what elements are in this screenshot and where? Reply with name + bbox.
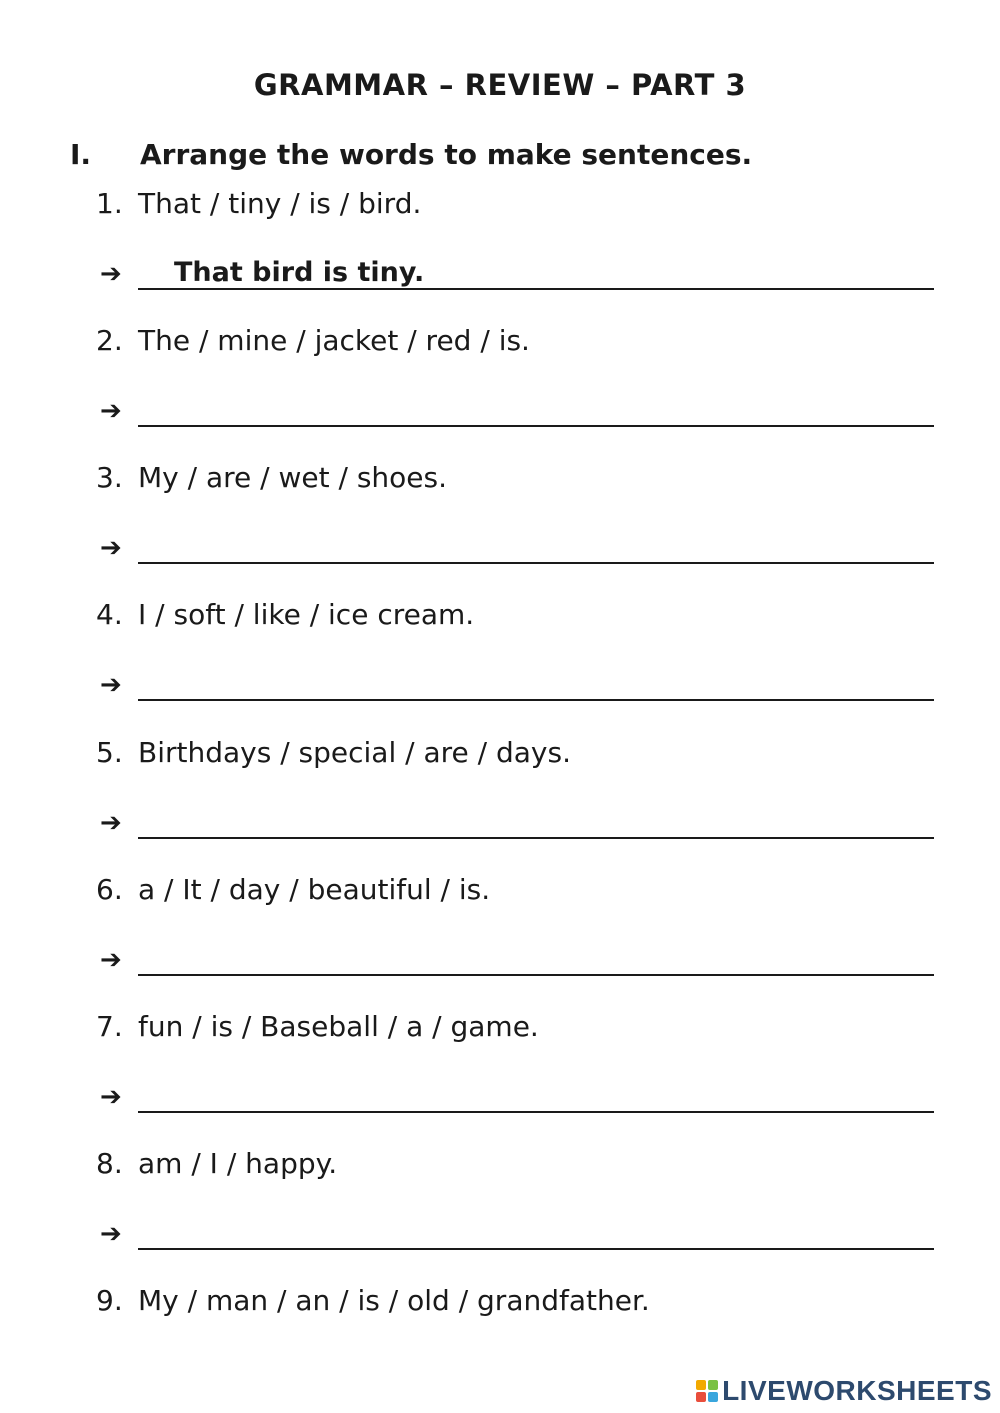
logo-square-2 [708, 1380, 718, 1390]
arrow-right-icon: ➔ [100, 945, 122, 975]
question-prompt: The / mine / jacket / red / is. [138, 324, 530, 357]
question-number: 4. [96, 598, 123, 631]
logo-square-3 [696, 1392, 706, 1402]
answer-row-4[interactable] [100, 668, 934, 708]
question-number: 3. [96, 461, 123, 494]
answer-row-8[interactable] [100, 1217, 934, 1257]
question-number: 1. [96, 187, 123, 220]
answer-line [138, 1111, 934, 1113]
question-3 [96, 461, 447, 494]
question-number: 2. [96, 324, 123, 357]
question-prompt: That / tiny / is / bird. [138, 187, 422, 220]
answer-row-6[interactable] [100, 943, 934, 983]
arrow-right-icon: ➔ [100, 1219, 122, 1249]
answer-line [138, 562, 934, 564]
question-number: 8. [96, 1147, 123, 1180]
arrow-right-icon: ➔ [100, 670, 122, 700]
question-prompt: fun / is / Baseball / a / game. [138, 1010, 539, 1043]
brand-name: LIVEWORKSHEETS [722, 1375, 992, 1406]
arrow-right-icon: ➔ [100, 808, 122, 838]
question-number: 5. [96, 736, 123, 769]
question-prompt: a / It / day / beautiful / is. [138, 873, 491, 906]
brand-watermark[interactable] [696, 1375, 992, 1407]
question-number: 6. [96, 873, 123, 906]
section-number: I. [70, 138, 92, 171]
arrow-right-icon: ➔ [100, 259, 122, 289]
logo-square-4 [708, 1392, 718, 1402]
question-9 [96, 1284, 650, 1317]
question-2 [96, 324, 530, 357]
question-number: 7. [96, 1010, 123, 1043]
answer-text[interactable]: That bird is tiny. [174, 257, 425, 288]
question-6 [96, 873, 490, 906]
question-prompt: My / are / wet / shoes. [138, 461, 447, 494]
answer-row-7[interactable] [100, 1080, 934, 1120]
answer-line [138, 425, 934, 427]
question-7 [96, 1010, 539, 1043]
arrow-right-icon: ➔ [100, 396, 122, 426]
question-4 [96, 598, 474, 631]
question-number: 9. [96, 1284, 123, 1317]
worksheet-title: GRAMMAR – REVIEW – PART 3 [253, 68, 747, 102]
question-prompt: am / I / happy. [138, 1147, 338, 1180]
answer-row-2[interactable] [100, 394, 934, 434]
question-1 [96, 187, 421, 220]
answer-row-1[interactable] [100, 257, 934, 297]
liveworksheets-logo-icon [696, 1380, 718, 1402]
question-prompt: My / man / an / is / old / grandfather. [138, 1284, 650, 1317]
section-heading [70, 138, 752, 171]
logo-square-1 [696, 1380, 706, 1390]
answer-line [138, 1248, 934, 1250]
arrow-right-icon: ➔ [100, 1082, 122, 1112]
answer-row-3[interactable] [100, 531, 934, 571]
answer-line [138, 837, 934, 839]
question-prompt: I / soft / like / ice cream. [138, 598, 475, 631]
answer-row-5[interactable] [100, 806, 934, 846]
question-prompt: Birthdays / special / are / days. [138, 736, 571, 769]
question-8 [96, 1147, 337, 1180]
section-instruction: Arrange the words to make sentences. [140, 138, 753, 171]
question-5 [96, 736, 571, 769]
answer-line [138, 974, 934, 976]
answer-line [138, 699, 934, 701]
arrow-right-icon: ➔ [100, 533, 122, 563]
